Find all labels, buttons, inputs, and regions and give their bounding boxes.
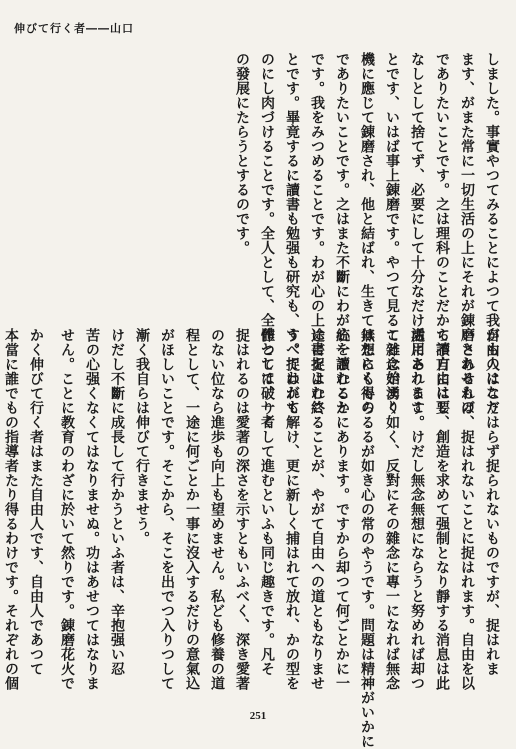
text-column: ます、がまた常に一切生活の上にそれが錬磨されるもの: [459, 52, 475, 415]
text-column: でありたいことです。之は理科のことだから讀方には要: [434, 52, 450, 415]
text-column: せん。ことに教育のわざに於いて然りです。錬磨花火で: [59, 328, 75, 691]
text-column: のにし肉づけることです。全人として、全體として、一者: [259, 52, 275, 429]
text-column: なしとして捨てず、必要にして十分なだけ活用されるこ: [409, 52, 425, 415]
text-column: けだし不斷に成長して行かうといふ者は、辛抱强い忍: [109, 328, 125, 676]
text-column: て雜念が湧く如く、反對にその雜念に專一になれば無念: [384, 328, 400, 691]
text-column: の發展にたらうとするのです。: [234, 52, 250, 255]
text-column: 苦の心强くなくてはなりませぬ。功はあせつてはなりま: [84, 328, 100, 691]
running-head: 伸びて行く者――山口: [14, 22, 134, 35]
text-column: です。我をみつめることです。わが心の上に書をよむこ: [309, 52, 325, 415]
text-column: 作つては破りくして進むといふも同じ趣きです。凡そ: [259, 328, 275, 676]
text-column: のない位なら進歩も向上も望めません。私ども修養の道: [209, 328, 225, 691]
text-column: がほしいことです。そこから、そこを出でつ入りつして: [159, 328, 175, 691]
text-column: しました。事實やつてみることによつて我がものになり: [484, 52, 500, 415]
text-column: 機に應じて錬磨され、他と結ばれ、生きてはたらくもの: [359, 52, 375, 415]
text-column: 處にあります。けだし無念無想にならうと努めれば却つ: [409, 328, 425, 691]
text-column: とです。畢竟するに讀書も勉强も研究も、すべてわがも: [284, 52, 300, 415]
upper-text-block: [56, 52, 501, 429]
text-column: 統一されるかにあります。ですから却つて何ごとかに一: [334, 328, 350, 691]
text-column: でありたいことです。之はまた不斷にわが心を讀むこと: [334, 52, 350, 415]
text-column: 自由人はこだはらず捉られないものですが、捉はれま: [484, 328, 500, 676]
text-column: 程として、一途に何ごとか一事に沒入するだけの意氣込: [184, 328, 200, 691]
text-column: 漸く我自らは伸びて行きませう。: [134, 328, 150, 546]
text-column: かく伸びて行く者はまた自由人です、自由人であつて: [28, 328, 44, 676]
page-number: 251: [249, 710, 267, 722]
text-column: いとあせれば、捉はれないことに捉はれます。自由を以: [459, 328, 475, 691]
text-column: 途に捉はれ終ることが、やがて自由への道ともなりませ: [309, 328, 325, 691]
text-column: とです、いはば事上錬磨です。やつて見ることに始まり: [384, 52, 400, 415]
text-column: う。捉はれて解け、更に新しく捕はれて放れ、かの型を: [284, 328, 300, 691]
text-column: 無想にも得らるるが如き心の常のやうです。問題は精神がいかに: [359, 328, 375, 749]
text-column: て不自由にし、創造を求めて强制となり靜する消息は此: [434, 328, 450, 691]
text-column: 本當に誰でもの指導者たり得るわけです。それぞれの個: [3, 328, 19, 691]
text-column: 捉はれるのは愛著の深さを示すともいふべく、深き愛著: [234, 328, 250, 691]
